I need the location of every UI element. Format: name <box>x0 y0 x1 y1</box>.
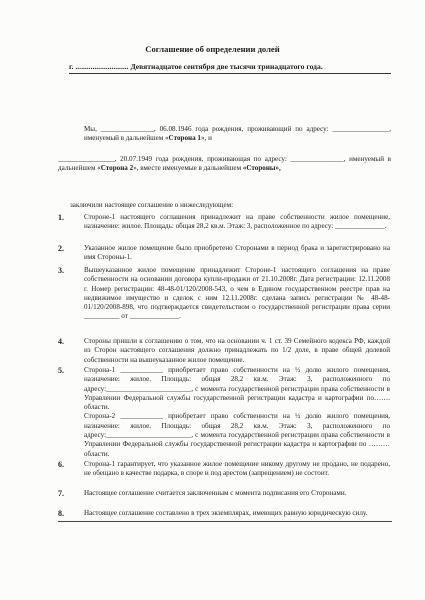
clause-2-number: 2. <box>58 244 64 253</box>
clause-7-text: Настоящее соглашение считается заключенным с момента подписания его Сторонами. <box>84 489 347 497</box>
party-1-name: Сторона 1 <box>168 134 201 143</box>
clause-5-part-b: Сторона-2 ____________ приобретает право собственности на ½ долю жилого помещения, назначение: жилое. Площадь: общая 28,2 кв.м. Этаж: 3, расположенного по адресу:________________________, с момента государственной регистрации права собственности в Управлении Федеральной службы государственной регистрации кадастра и картографии по ……… области. <box>84 412 390 458</box>
document-title: Соглашение об определении долей <box>145 44 280 54</box>
clause-5-part-a: Сторона-1 ____________ приобретает право собственности на ½ долю жилого помещения, назначение: жилое. Площадь: общая 28,2 кв.м. Этаж: 3, расположенного по адресу:________________________, с момента государственной регистрации права собственности в Управлении Федеральной службы государственной регистрации кадастра и картографии по……. области. <box>84 366 390 412</box>
agreement-intro: заключили настоящее соглашение о нижеследующем: <box>70 201 234 209</box>
clause-3-text: Вышеуказанное жилое помещение принадлежит Стороне-1 настоящего соглашения на праве собственности на основании договора купли-продажи от 21.10.2008г. Дата регистрации: 12.11.2008 г. Номер регистрации: 48-48-01/120/2008-543, о чем в Едином государственном реестре прав на недвижимое имущество и сделок с ним 12.11.2008г. сделана запись регистрации № 48-48-01/120/2008-898, что подтверждается свидетельством о государственной регистрации права серии __________ от ______________. <box>84 266 390 321</box>
party-1-text-a: Мы, _______________, 06.08.1946 года рождения, проживающий по адресу: ________________, именуемый в дальнейшем « <box>84 125 391 143</box>
clause-8-text: Настоящее соглашение составлено в трех экземплярах, имеющих равную юридическую силу. <box>84 509 368 517</box>
party-2-text-a: ________________, 20.07.1949 года рождения, проживающая по адресу: _______________, именуемый в дальнейшем « <box>58 155 391 173</box>
bottom-rule <box>58 521 392 522</box>
clause-4-text: Стороны пришли к соглашению о том, что на основании ч. 1 ст. 39 Семейного кодекса РФ, каждой из Сторон настоящего соглашения должно принадлежать по 1/2 доле, в праве общей долевой собственности на вышеуказанное жилое помещение. <box>84 337 390 364</box>
clause-7-number: 7. <box>58 489 64 498</box>
parties-name: «Стороны», <box>242 164 281 173</box>
clause-6-number: 6. <box>58 460 64 469</box>
clause-3-number: 3. <box>58 266 64 275</box>
party-1-text-b: », и <box>200 134 212 143</box>
clause-8-number: 8. <box>58 509 64 518</box>
clause-5-number: 5. <box>58 366 64 375</box>
clause-1-number: 1. <box>58 213 64 222</box>
date-line: г. ............................ Девятнадцатое сентября две тысячи тринадцатого года. <box>69 62 391 74</box>
party-1-paragraph <box>84 125 391 144</box>
clause-5-text <box>84 366 390 459</box>
party-2-name: Сторона 2 <box>100 164 134 173</box>
party-2-paragraph <box>58 155 391 174</box>
clause-6-text: Сторона-1 гарантирует, что указанное жилое помещение никому другому не продано, не подарено, не обещано в качестве подарка, в споре и под арестом (запрещением) не состоит. <box>84 460 390 478</box>
party-2-text-b: », вместе именуемые в дальнейшем <box>133 164 243 173</box>
clause-4-number: 4. <box>58 337 64 346</box>
clause-1-text: Стороне-1 настоящего соглашения принадлежит на праве собственности жилое помещение, назначение: жилое. Площадь: общая 28,2 кв.м. Этаж: 3, расположенное по адресу: ______________. <box>84 213 390 231</box>
clause-2-text: Указанное жилое помещение было приобретено Сторонами в период брака и зарегистрировано на имя Стороны-1. <box>84 244 390 262</box>
